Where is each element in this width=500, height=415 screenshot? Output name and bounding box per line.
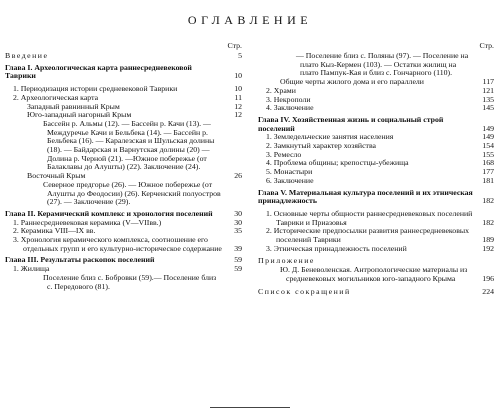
- toc-entry-page: 39: [234, 243, 242, 253]
- toc-entry: [5, 52, 244, 61]
- toc-entry-page: 135: [482, 94, 494, 104]
- toc-entry-title: Северное предгорье (26). — Южное побережье (от Алушты до Феодосии) (26). Керченский полуостров (27). — Заключение (29).: [43, 179, 221, 207]
- toc-entry-title: 3. Некрополи: [266, 94, 311, 104]
- toc-entry-title: — Поселение близ с. Поляны (97). — Поселение на плато Кыз-Кермен (103). — Остатки жилищ на плато Пампук-Кая и близ с. Гончарного (110).: [296, 51, 469, 78]
- toc-entry: [258, 288, 496, 297]
- toc-entry-title: 4. Проблема общины; крепостцы-убежища: [266, 158, 409, 168]
- toc-entry-page: 149: [482, 132, 494, 142]
- toc-entry-page: 10: [234, 71, 242, 81]
- toc-entry-title: Поселение близ с. Бобровки (59).— Поселение близ с. Передового (81).: [43, 272, 217, 291]
- toc-entry-page: 12: [234, 110, 242, 120]
- toc-entry-title: Юго-западный нагорный Крым: [27, 110, 132, 120]
- toc-entry-page: 168: [482, 158, 494, 168]
- toc-entry-title: 1. Раннесредневековая керамика (V—VIIвв.): [13, 217, 162, 227]
- toc-entry-page: 196: [482, 273, 494, 283]
- bottom-rule: [210, 407, 290, 408]
- toc-entry-title: Глава III. Результаты раскопок поселений: [5, 255, 155, 265]
- toc-entry-page: 10: [234, 84, 242, 94]
- toc-entry-page: 149: [482, 123, 494, 133]
- toc-entry-page: 177: [482, 167, 494, 177]
- toc-entry-title: Западный равнинный Крым: [27, 101, 120, 111]
- toc-entry: [5, 236, 244, 253]
- toc-entry-title: 2. Исторические предпосылки развития раннесредневековых поселений Таврики: [266, 226, 470, 245]
- toc-entry-page: 182: [482, 217, 494, 227]
- toc-left-column: [5, 42, 244, 291]
- toc-entry-title: 1. Земледельческие занятия населения: [266, 132, 394, 142]
- toc-entry-page: 5: [238, 51, 242, 60]
- toc-entry: [258, 189, 496, 206]
- page-column-header: Стр.: [479, 41, 494, 50]
- toc-entry-title: Приложение: [258, 256, 315, 266]
- toc-entry-title: 2. Храми: [266, 85, 296, 95]
- toc-entry-page: 181: [482, 175, 494, 185]
- toc-entry: [5, 64, 244, 81]
- toc-entry-title: 3. Этническая принадлежность поселений: [266, 243, 407, 253]
- toc-entry-title: Введение: [5, 51, 49, 60]
- toc-entry-title: 4. Заключение: [266, 103, 314, 113]
- toc-entry-title: Ю. Д. Беневоленская. Антропологические материалы из средневековых могильников юго-западного Крыма: [280, 265, 468, 283]
- toc-entry: [258, 52, 496, 78]
- toc-entry-title: Глава V. Материальная культура поселений и их этническая принадлежность: [258, 187, 473, 206]
- toc-entry-page: 35: [234, 226, 242, 236]
- toc-entry-page: 12: [234, 101, 242, 111]
- toc-entry-title: Восточный Крым: [27, 171, 86, 181]
- toc-entry-title: Глава I. Археологическая карта раннесредневековой Таврики: [5, 62, 192, 81]
- toc-entry: [258, 227, 496, 244]
- toc-entry-page: 145: [482, 103, 494, 113]
- toc-entry-title: 3. Хронология керамического комплекса, соотношение его отдельных групп и его культурно-историческое содержание: [13, 235, 222, 253]
- toc-entry-page: 121: [482, 85, 494, 95]
- toc-entry: [258, 210, 496, 227]
- toc-entry-page: 117: [482, 77, 494, 87]
- toc-entry-title: Общие черты жилого дома и его параллели: [280, 77, 424, 87]
- toc-entry: [5, 181, 244, 207]
- toc-entry-page: 30: [234, 217, 242, 227]
- toc-entry: [258, 245, 496, 254]
- toc-entry-page: 182: [482, 196, 494, 206]
- toc-entry: [5, 120, 244, 172]
- toc-entry-page: 59: [234, 264, 242, 274]
- toc-entry-title: Глава IV. Хозяйственная жизнь и социальный строй поселений: [258, 114, 444, 133]
- toc-entry-title: 1. Периодизация истории средневековой Таврики: [13, 84, 178, 94]
- toc-entry-page: 26: [234, 171, 242, 181]
- toc-entry-page: 155: [482, 149, 494, 159]
- toc-right-column: [258, 42, 496, 296]
- toc-entry-title: 5. Монастыри: [266, 167, 313, 177]
- toc-entry-title: Список сокращений: [258, 286, 351, 296]
- toc-entry-page: 30: [234, 208, 242, 218]
- toc-entry: [258, 116, 496, 133]
- toc-entry-title: 1. Жилища: [13, 264, 50, 274]
- toc-entry: [5, 274, 244, 291]
- toc-entry: [258, 266, 496, 283]
- toc-entry-title: 3. Ремесло: [266, 149, 302, 159]
- toc-entry-title: Бассейн р. Альмы (12). — Бассейн р. Качи (13). — Междуречье Качи и Бельбека (14). — Бассейн р. Бельбека (16). — Каралезская и Шульская долины (18). — Байдарская и Варнутская долины (20) —Долина р. Черной (21). —Южное побережье (от Балаклавы до Алушты) (22). Заключение (24).: [43, 118, 215, 172]
- toc-entry-page: 224: [482, 286, 494, 296]
- toc-entry-title: Глава II. Керамический комплекс и хронология поселений: [5, 208, 213, 218]
- toc-entry-title: 1. Основные черты общности раннесредневековых поселений Таврики и Приазовья: [266, 208, 473, 227]
- toc-entry-title: 2. Археологическая карта: [13, 92, 99, 102]
- toc-entry-title: 2. Замкнутый характер хозяйства: [266, 141, 376, 151]
- toc-entry-page: 154: [482, 141, 494, 151]
- toc-entry-title: 6. Заключение: [266, 175, 314, 185]
- toc-entry-page: 192: [482, 243, 494, 253]
- page-title: ОГЛАВЛЕНИЕ: [187, 13, 313, 27]
- toc-entry-page: 59: [234, 255, 242, 265]
- page-column-header: Стр.: [227, 41, 242, 50]
- toc-entry: [258, 177, 496, 186]
- toc-entry-page: 11: [234, 92, 242, 102]
- toc-entry: [258, 104, 496, 113]
- toc-entry-page: 189: [482, 235, 494, 245]
- toc-entry-title: 2. Керамика VIII—IX вв.: [13, 226, 96, 236]
